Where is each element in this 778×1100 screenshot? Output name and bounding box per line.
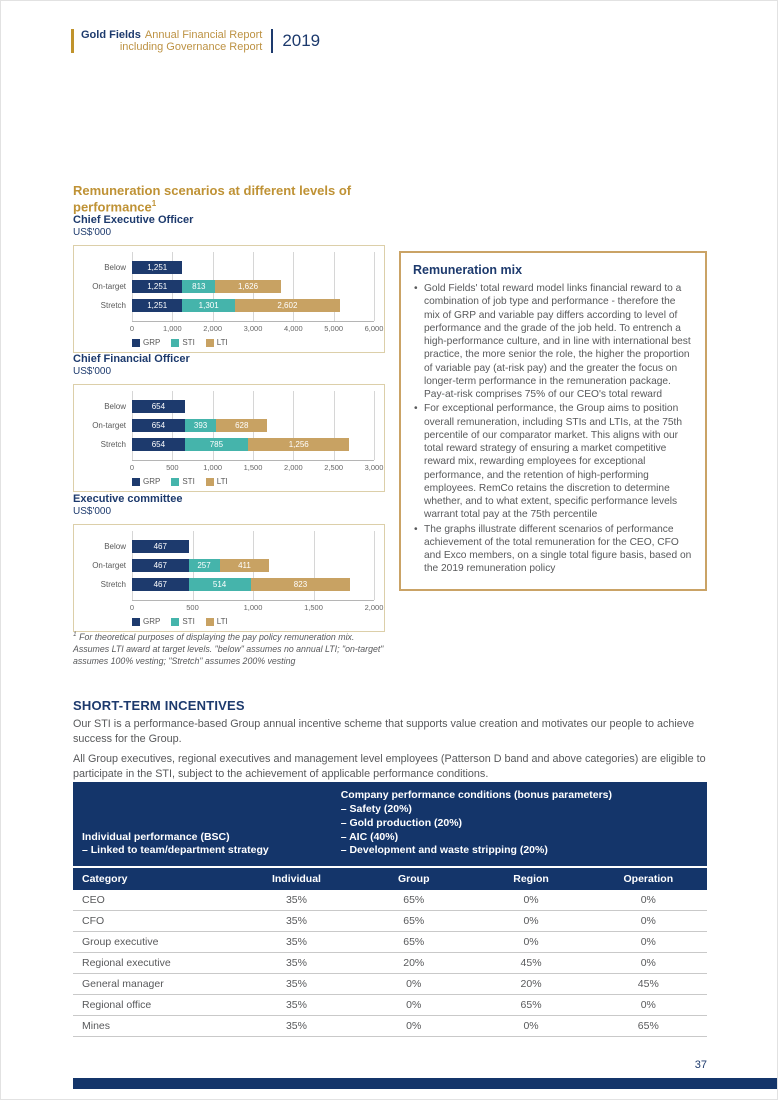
- table-cell-value: 0%: [640, 894, 656, 907]
- legend-label: STI: [182, 338, 195, 347]
- table-cell-category: Mines: [82, 1020, 111, 1033]
- bar-segment-lti: [215, 280, 281, 293]
- axis-tick-label: 500: [166, 463, 179, 472]
- bar-segment-sti: [185, 419, 217, 432]
- table-cell-value: 65%: [403, 894, 425, 907]
- mix-bullet-list: [413, 282, 693, 576]
- legend-label: STI: [182, 617, 195, 626]
- legend-swatch: [206, 478, 214, 486]
- legend-item: [171, 617, 194, 626]
- legend-item: [171, 477, 194, 486]
- column-header-category: Category: [82, 873, 128, 886]
- bar-value-label: 393: [193, 421, 208, 430]
- table-row: [73, 911, 707, 932]
- column-header-region: Region: [513, 873, 549, 886]
- company-condition-line: – Gold production (20%): [340, 816, 463, 829]
- table-cell-value: 0%: [640, 915, 656, 928]
- bar-value-label: 813: [192, 282, 206, 291]
- legend-item: [171, 338, 194, 347]
- category-label: Stretch: [100, 301, 126, 310]
- table-cell-value: 45%: [637, 978, 659, 991]
- legend-label: LTI: [216, 338, 228, 347]
- sti-paragraph-2: All Group executives, regional executives and management level employees (Patterson D band and above categories) are eligible to participate in the STI, subject to the achievement of applicable performance conditions.: [73, 753, 706, 780]
- bar-value-label: 411: [238, 561, 251, 570]
- axis-tick-label: 2,500: [324, 463, 344, 472]
- legend-item: [206, 477, 228, 486]
- bar-segment-sti: [182, 280, 215, 293]
- chart-legend: [132, 477, 376, 486]
- header-year: 2019: [282, 31, 321, 50]
- table-cell-value: 0%: [640, 936, 656, 949]
- bar-segment-lti: [235, 299, 340, 312]
- bar-segment-sti: [189, 578, 251, 591]
- category-label: Stretch: [100, 440, 126, 449]
- footnote-marker: 1: [73, 631, 77, 638]
- page-header: [71, 29, 320, 53]
- legend-label: LTI: [216, 617, 228, 626]
- bar-segment-sti: [189, 559, 220, 572]
- individual-performance-line: Individual performance (BSC): [82, 830, 230, 843]
- category-label: On-target: [92, 282, 126, 291]
- legend-swatch: [132, 618, 140, 626]
- bar-value-label: 1,301: [198, 301, 219, 310]
- table-cell-value: 0%: [406, 999, 422, 1012]
- legend-item: [132, 338, 160, 347]
- chart-unit-exco: US$'000: [73, 506, 112, 517]
- bar-value-label: 467: [153, 542, 167, 551]
- table-cell-value: 0%: [523, 894, 539, 907]
- bar-segment-sti: [182, 299, 234, 312]
- axis-tick-label: 1,000: [162, 324, 182, 333]
- bar-track: [132, 578, 374, 591]
- header-subtitle-1: Annual Financial Report: [144, 29, 263, 41]
- legend-swatch: [132, 339, 140, 347]
- table-row: [73, 1016, 707, 1037]
- chart-bar-row: [80, 299, 376, 312]
- chart-plot-area: [80, 531, 376, 601]
- bar-segment-lti: [220, 559, 270, 572]
- table-cell-value: 35%: [285, 978, 307, 991]
- bar-segment-grp: [132, 280, 182, 293]
- header-gold-rule: [71, 29, 74, 53]
- legend-item: [132, 617, 160, 626]
- legend-swatch: [206, 339, 214, 347]
- bar-segment-lti: [248, 438, 349, 451]
- company-condition-line: – Safety (20%): [340, 802, 412, 815]
- table-cell-value: 65%: [403, 936, 425, 949]
- chart-section-ceo: [73, 214, 385, 353]
- category-label: Stretch: [100, 580, 126, 589]
- axis-tick-label: 5,000: [324, 324, 344, 333]
- bar-segment-grp: [132, 540, 189, 553]
- chart-unit-cfo: US$'000: [73, 366, 112, 377]
- table-body: [73, 890, 707, 1037]
- bar-value-label: 1,626: [238, 282, 259, 291]
- chart-bar-row: [80, 540, 376, 553]
- chart-x-axis: [129, 324, 384, 335]
- axis-tick-label: 0: [129, 324, 135, 333]
- legend-label: STI: [182, 477, 195, 486]
- bar-value-label: 257: [197, 561, 211, 570]
- header-subtitle-2: including Governance Report: [119, 41, 263, 53]
- bar-value-label: 654: [151, 421, 166, 430]
- table-row: [73, 932, 707, 953]
- legend-label: GRP: [143, 338, 161, 347]
- column-header-operation: Operation: [623, 873, 674, 886]
- page-number: 37: [694, 1059, 707, 1071]
- chart-section-cfo: [73, 353, 385, 492]
- bar-track: [132, 280, 374, 293]
- legend-label: LTI: [216, 477, 228, 486]
- chart-bar-row: [80, 559, 376, 572]
- mix-bullet: • The graphs illustrate different scenarios of performance achievement of the total remuneration for the CEO, CFO and Exco members, on a single total figure basis, based on the 2019 remuneration policy: [413, 523, 693, 576]
- table-cell-value: 35%: [285, 894, 307, 907]
- bar-segment-lti: [216, 419, 267, 432]
- legend-swatch: [171, 618, 179, 626]
- legend-swatch: [171, 478, 179, 486]
- bar-segment-grp: [132, 419, 185, 432]
- company-condition-line: – Development and waste stripping (20%): [340, 844, 548, 857]
- category-label: Below: [104, 402, 126, 411]
- table-cell-value: 35%: [285, 1020, 307, 1033]
- legend-item: [206, 617, 228, 626]
- individual-performance-line: – Linked to team/department strategy: [82, 844, 269, 857]
- table-cell-value: 0%: [640, 999, 656, 1012]
- bar-segment-grp: [132, 400, 185, 413]
- table-column-header-row: [73, 868, 707, 890]
- category-label: On-target: [92, 561, 126, 570]
- bar-track: [132, 261, 374, 274]
- chart-bar-row: [80, 261, 376, 274]
- bar-value-label: 823: [293, 580, 308, 589]
- axis-tick-label: 2,000: [283, 463, 303, 472]
- axis-tick-label: 0: [129, 603, 135, 612]
- table-cell-value: 0%: [523, 1020, 539, 1033]
- axis-tick-label: 2,000: [203, 324, 223, 333]
- chart-bar-row: [80, 280, 376, 293]
- bar-value-label: 1,251: [147, 263, 168, 272]
- bar-segment-grp: [132, 438, 185, 451]
- table-header-block: [73, 782, 707, 866]
- chart-title-ceo: Chief Executive Officer: [73, 214, 194, 226]
- category-label: On-target: [92, 421, 126, 430]
- chart-unit-ceo: US$'000: [73, 227, 112, 238]
- footnote: [73, 631, 389, 668]
- category-label: Below: [104, 542, 126, 551]
- bar-segment-lti: [251, 578, 351, 591]
- chart-plot-area: [80, 252, 376, 322]
- remuneration-mix-box: [399, 251, 707, 591]
- table-cell-value: 0%: [406, 1020, 422, 1033]
- header-text: [81, 29, 262, 53]
- table-cell-value: 0%: [406, 978, 422, 991]
- mix-bullet: • Gold Fields' total reward model links financial reward to a combination of job type and performance - therefore the mix of GRP and variable pay differs according to level of performance and the grade of the job held. To entrench a high-performance culture, and in line with international best practice, the more senior the role, the higher the proportion of variable pay (at-risk pay) and the greater the focus on longer-term performance in the remuneration package. Pay-at-risk comprises 75% of our CEO's total reward: [413, 282, 693, 401]
- column-header-group: Group: [398, 873, 430, 886]
- table-cell-value: 45%: [520, 957, 542, 970]
- chart-legend: [132, 617, 376, 626]
- section-title: [73, 183, 383, 216]
- table-cell-value: 35%: [285, 936, 307, 949]
- header-divider: [271, 29, 273, 53]
- legend-item: [132, 477, 160, 486]
- chart-legend: [132, 338, 376, 347]
- table-cell-value: 0%: [523, 936, 539, 949]
- table-cell-category: CEO: [82, 894, 105, 907]
- bar-track: [132, 299, 374, 312]
- table-row: [73, 995, 707, 1016]
- axis-tick-label: 1,500: [243, 463, 263, 472]
- bar-chart-cfo: [73, 384, 385, 492]
- table-cell-category: CFO: [82, 915, 105, 928]
- company-conditions-header: [341, 789, 698, 858]
- bar-value-label: 1,251: [147, 282, 168, 291]
- category-label: Below: [104, 263, 126, 272]
- mix-bullet: • For exceptional performance, the Group aims to position overall remuneration, including STIs and LTIs, at the 75th percentile of our comparator market. This aligns with our total reward strategy of ensuring a market competitive reward mix, rewarding employees for exceptional performance, and the retention of high-performing employees. RemCo retains the discretion to determine whether, and to what extent, specific performance levels warrant total pay at the 75th percentile: [413, 402, 693, 521]
- axis-tick-label: 6,000: [364, 324, 384, 333]
- bar-value-label: 1,256: [288, 440, 309, 449]
- chart-bar-row: [80, 419, 376, 432]
- chart-x-axis: [129, 603, 384, 614]
- sti-heading: SHORT-TERM INCENTIVES: [73, 698, 245, 713]
- bar-track: [132, 438, 374, 451]
- bar-segment-grp: [132, 299, 182, 312]
- table-cell-category: General manager: [82, 978, 164, 991]
- chart-plot-area: [80, 391, 376, 461]
- legend-swatch: [171, 339, 179, 347]
- footnote-text: For theoretical purposes of displaying the pay policy remuneration mix. Assumes LTI award at target levels. "below" assumes no annual LTI; "on-target" assumes 100% vesting; "Stretch" assumes 200% vesting: [73, 631, 384, 666]
- table-row: [73, 974, 707, 995]
- table-cell-value: 20%: [403, 957, 425, 970]
- bar-value-label: 785: [209, 440, 224, 449]
- axis-tick-label: 500: [186, 603, 199, 612]
- brand-name: Gold Fields: [81, 29, 141, 41]
- footer-bar: [73, 1078, 777, 1089]
- individual-performance-header: [82, 789, 341, 858]
- bar-chart-exco: [73, 524, 385, 632]
- table-cell-value: 20%: [520, 978, 542, 991]
- bar-segment-grp: [132, 578, 189, 591]
- table-cell-value: 65%: [637, 1020, 659, 1033]
- axis-tick-label: 0: [129, 463, 135, 472]
- table-cell-value: 35%: [285, 915, 307, 928]
- sti-paragraph-1: Our STI is a performance-based Group annual incentive scheme that supports value creation and motivates our people to achieve success for the Group.: [73, 718, 695, 745]
- bar-value-label: 514: [212, 580, 227, 589]
- bar-value-label: 467: [153, 561, 167, 570]
- bar-track: [132, 400, 374, 413]
- legend-label: GRP: [143, 617, 161, 626]
- section-title-footnote-marker: 1: [151, 199, 157, 209]
- table-cell-value: 0%: [640, 957, 656, 970]
- table-cell-value: 65%: [520, 999, 542, 1012]
- axis-tick-label: 2,000: [364, 603, 384, 612]
- company-condition-line: – AIC (40%): [340, 830, 399, 843]
- chart-bar-row: [80, 578, 376, 591]
- bar-track: [132, 540, 374, 553]
- legend-label: GRP: [143, 477, 161, 486]
- bar-value-label: 654: [151, 440, 166, 449]
- bar-segment-sti: [185, 438, 248, 451]
- column-header-individual: Individual: [271, 873, 321, 886]
- table-cell-value: 35%: [285, 999, 307, 1012]
- chart-title-cfo: Chief Financial Officer: [73, 353, 190, 365]
- axis-tick-label: 3,000: [243, 324, 263, 333]
- axis-tick-label: 1,000: [203, 463, 223, 472]
- table-cell-category: Regional executive: [82, 957, 171, 970]
- table-row: [73, 890, 707, 911]
- chart-bar-row: [80, 400, 376, 413]
- header-line-1: [81, 29, 262, 41]
- bar-track: [132, 419, 374, 432]
- section-title-text: Remuneration scenarios at different levels of performance: [73, 183, 352, 215]
- bar-chart-ceo: [73, 245, 385, 353]
- bar-segment-grp: [132, 261, 182, 274]
- bar-segment-grp: [132, 559, 189, 572]
- axis-tick-label: 1,500: [304, 603, 323, 612]
- axis-tick-label: 1,000: [243, 603, 263, 612]
- bar-track: [132, 559, 374, 572]
- bar-value-label: 467: [153, 580, 167, 589]
- legend-item: [206, 338, 228, 347]
- legend-swatch: [132, 478, 140, 486]
- remuneration-mix-title: Remuneration mix: [413, 263, 523, 277]
- company-conditions-title: Company performance conditions (bonus parameters): [340, 789, 613, 801]
- legend-swatch: [206, 618, 214, 626]
- table-cell-value: 35%: [285, 957, 307, 970]
- chart-section-exco: [73, 493, 385, 632]
- axis-tick-label: 4,000: [283, 324, 303, 333]
- chart-bar-row: [80, 438, 376, 451]
- table-cell-category: Regional office: [82, 999, 152, 1012]
- axis-tick-label: 3,000: [364, 463, 384, 472]
- chart-title-exco: Executive committee: [73, 493, 183, 505]
- incentive-table: [73, 782, 707, 1037]
- bar-value-label: 628: [235, 421, 249, 430]
- table-cell-value: 0%: [523, 915, 539, 928]
- bar-value-label: 654: [151, 402, 166, 411]
- table-cell-value: 65%: [403, 915, 425, 928]
- bar-value-label: 1,251: [147, 301, 168, 310]
- chart-x-axis: [129, 463, 384, 474]
- bar-value-label: 2,602: [277, 301, 298, 310]
- table-row: [73, 953, 707, 974]
- table-cell-category: Group executive: [82, 936, 159, 949]
